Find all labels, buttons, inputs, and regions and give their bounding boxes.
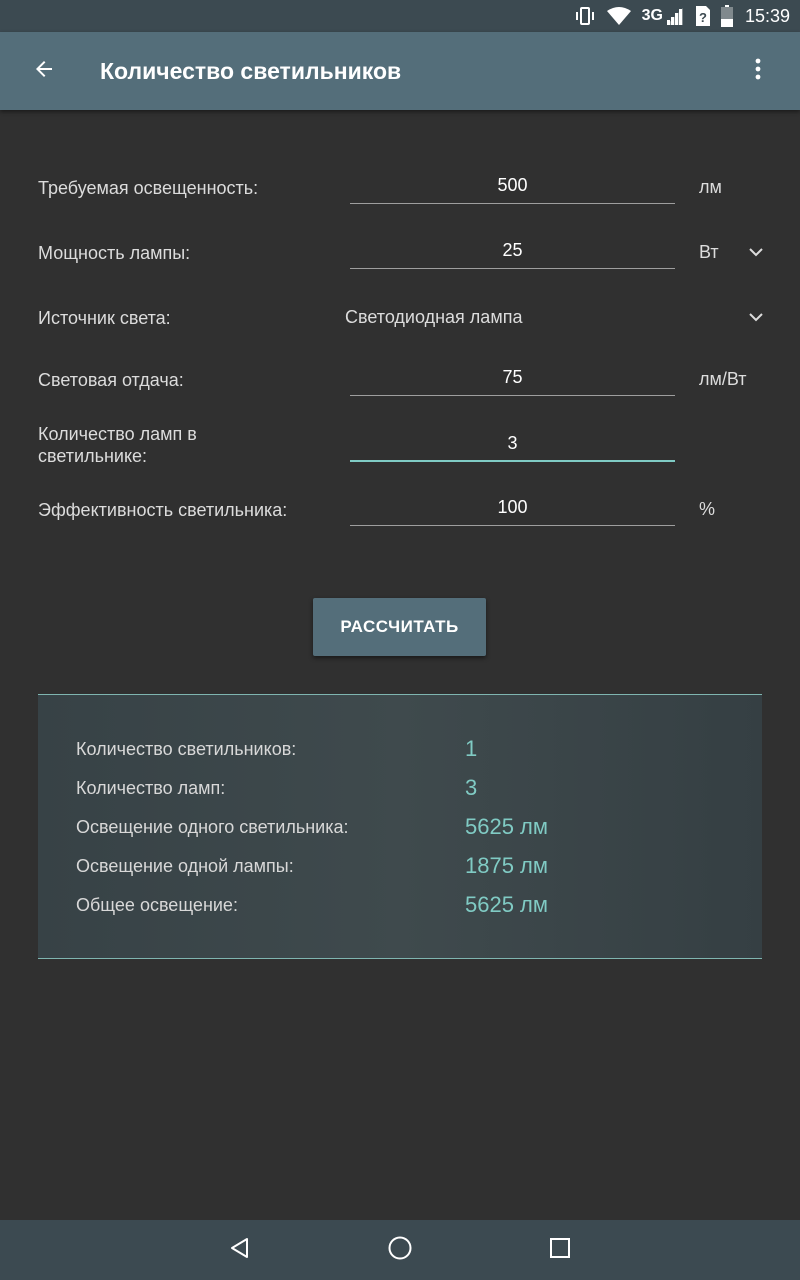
result-row	[38, 887, 762, 926]
luminous-efficacy-input[interactable]	[350, 360, 675, 395]
illuminance-row	[0, 160, 800, 220]
illuminance-input[interactable]	[350, 168, 675, 203]
nav-home-button[interactable]	[380, 1230, 420, 1270]
result-label: Освещение одной лампы:	[76, 856, 294, 876]
result-value: 1875 лм	[465, 853, 549, 878]
fixture-efficiency-row	[0, 482, 800, 542]
status-bar	[0, 0, 800, 32]
result-row	[38, 731, 762, 770]
lamp-power-row	[0, 225, 800, 285]
more-vert-icon	[754, 57, 762, 86]
app-bar	[0, 32, 800, 110]
signal-icon	[665, 6, 685, 26]
result-label: Количество ламп:	[76, 778, 226, 798]
result-label: Общее освещение:	[76, 895, 238, 915]
result-label: Освещение одного светильника:	[76, 817, 349, 837]
result-value: 1	[465, 736, 478, 761]
chevron-down-icon	[749, 309, 763, 327]
illuminance-field[interactable]	[350, 168, 675, 204]
battery-icon	[721, 5, 733, 27]
light-source-row	[0, 290, 800, 350]
result-value: 5625 лм	[465, 814, 549, 839]
triangle-back-icon	[228, 1236, 252, 1265]
luminous-efficacy-unit: лм/Вт	[699, 369, 747, 389]
page-title: Количество светильников	[100, 58, 402, 84]
back-button[interactable]	[24, 51, 64, 91]
fixture-efficiency-label: Эффективность светильника:	[38, 500, 288, 520]
nav-back-button[interactable]	[220, 1230, 260, 1270]
svg-text:?: ?	[698, 10, 707, 25]
square-recents-icon	[549, 1237, 571, 1264]
illuminance-label: Требуемая освещенность:	[38, 178, 259, 198]
luminous-efficacy-field[interactable]	[350, 360, 675, 396]
result-row	[38, 809, 762, 848]
lamp-power-field[interactable]	[350, 233, 675, 269]
wifi-icon	[606, 6, 632, 26]
calculate-button[interactable]: РАССЧИТАТЬ	[313, 598, 486, 656]
luminous-efficacy-label: Световая отдача:	[38, 370, 184, 390]
result-row	[38, 848, 762, 887]
clock: 15:39	[744, 5, 790, 26]
arrow-left-icon	[32, 57, 56, 86]
navigation-bar	[0, 1220, 800, 1280]
result-label: Количество светильников:	[76, 739, 297, 759]
fixture-efficiency-input[interactable]	[350, 490, 675, 525]
circle-home-icon	[387, 1235, 413, 1266]
result-value: 5625 лм	[465, 892, 549, 917]
fixture-efficiency-field[interactable]	[350, 490, 675, 526]
result-row	[38, 770, 762, 809]
lamps-per-fixture-field[interactable]	[350, 426, 675, 462]
fixture-efficiency-unit: %	[699, 499, 716, 519]
light-source-select[interactable]: Светодиодная лампа	[345, 307, 523, 327]
light-source-dropdown[interactable]	[746, 308, 766, 328]
lamps-per-fixture-label: Количество ламп в светильнике:	[38, 424, 197, 466]
lamps-per-fixture-input[interactable]	[350, 426, 675, 460]
lamp-power-unit-dropdown[interactable]	[746, 243, 766, 263]
result-value: 3	[465, 775, 478, 800]
lamp-power-label: Мощность лампы:	[38, 243, 191, 263]
network-type: 3G	[641, 7, 663, 24]
illuminance-unit: лм	[699, 177, 722, 197]
results-panel	[38, 694, 762, 959]
sim-unknown-icon	[695, 5, 711, 27]
chevron-down-icon	[749, 244, 763, 262]
luminous-efficacy-row	[0, 352, 800, 412]
nav-recents-button[interactable]	[540, 1230, 580, 1270]
lamp-power-input[interactable]	[350, 233, 675, 268]
vibrate-icon	[574, 6, 596, 26]
overflow-menu-button[interactable]	[738, 51, 778, 91]
lamps-per-fixture-row	[0, 420, 800, 480]
light-source-label: Источник света:	[38, 308, 171, 328]
lamp-power-unit[interactable]: Вт	[699, 242, 719, 262]
